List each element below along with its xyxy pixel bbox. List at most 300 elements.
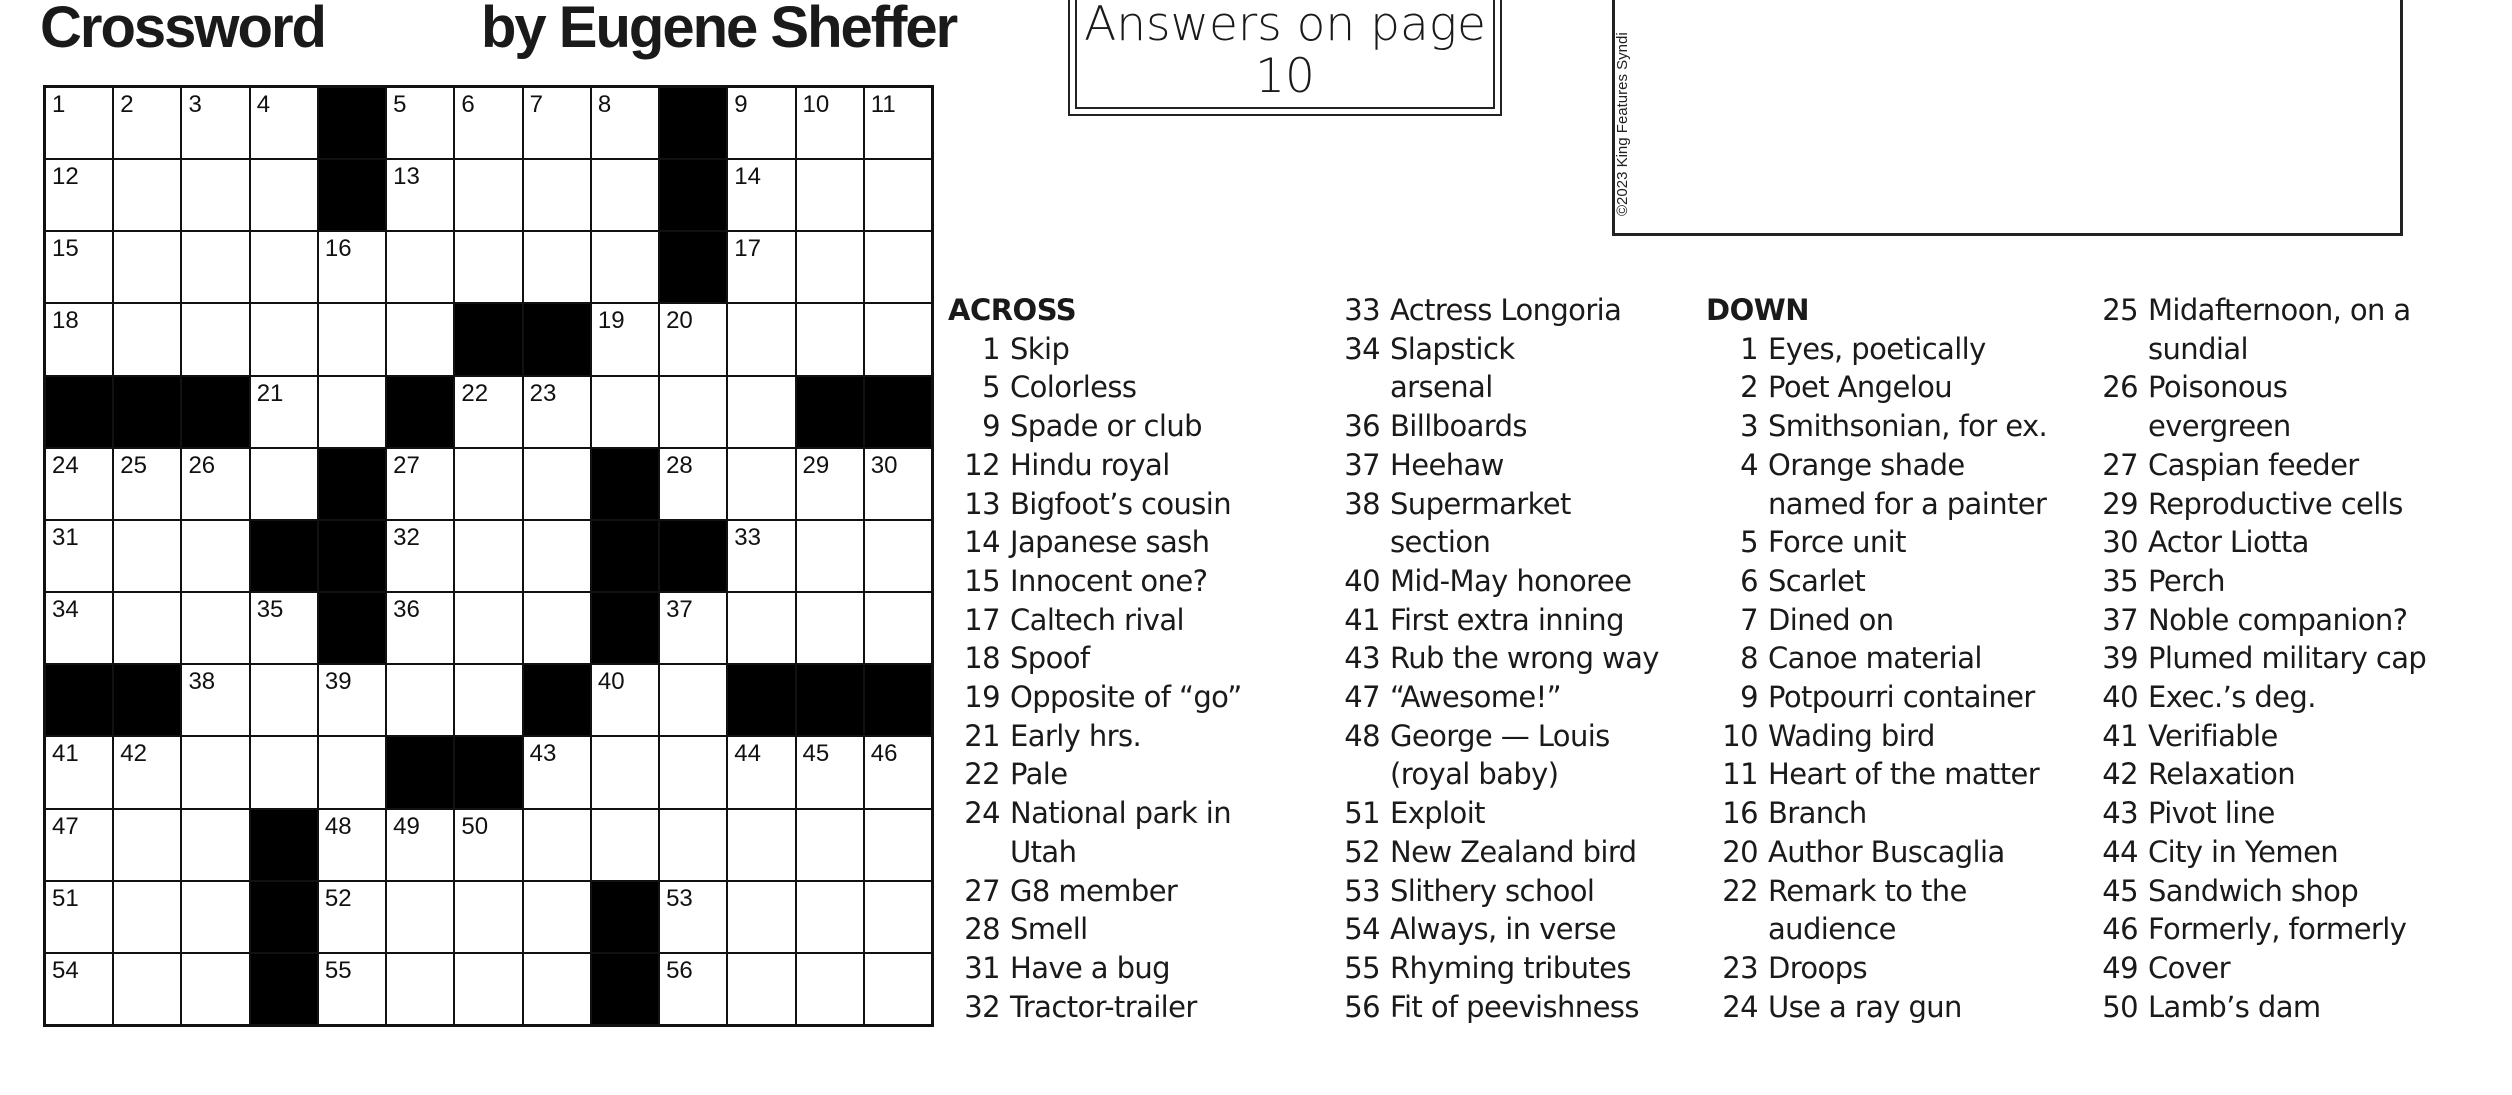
grid-cell-number: 20 — [666, 307, 693, 335]
clue-row — [2086, 717, 2506, 756]
clue-row — [948, 601, 1328, 640]
puzzle-title: Crossword — [40, 0, 325, 60]
grid-cell[interactable] — [728, 88, 794, 158]
grid-cell[interactable] — [455, 160, 521, 230]
clue-row — [948, 872, 1328, 911]
grid-cell[interactable] — [46, 521, 112, 591]
grid-cell[interactable] — [114, 449, 180, 519]
grid-cell[interactable] — [524, 160, 590, 230]
grid-cell-number: 1 — [52, 91, 66, 118]
grid-cell[interactable] — [46, 304, 112, 374]
grid-cell[interactable] — [114, 737, 180, 807]
grid-cell[interactable] — [728, 521, 794, 591]
grid-cell[interactable] — [319, 665, 385, 735]
grid-block — [251, 521, 317, 591]
grid-cell-number: 4 — [256, 91, 271, 118]
grid-cell[interactable] — [319, 304, 385, 374]
grid-cell[interactable] — [114, 810, 180, 880]
clue-number — [1706, 910, 1758, 949]
clue-text: Midafternoon, on a — [2148, 293, 2411, 327]
grid-cell[interactable] — [251, 232, 317, 302]
grid-cell[interactable] — [524, 810, 590, 880]
clue-row — [2086, 639, 2506, 678]
grid-cell[interactable] — [660, 954, 726, 1024]
grid-cell[interactable] — [46, 449, 112, 519]
clue-text: Utah — [1010, 834, 1077, 869]
grid-cell[interactable] — [387, 88, 453, 158]
clue-number: 35 — [2102, 563, 2138, 598]
grid-block — [46, 377, 112, 447]
grid-cell[interactable] — [455, 449, 521, 519]
grid-cell[interactable] — [182, 737, 248, 807]
clue-row — [1328, 678, 1708, 717]
grid-block — [660, 160, 726, 230]
clue-row — [948, 446, 1328, 485]
grid-block — [251, 954, 317, 1024]
clue-text: Exec.’s deg. — [2148, 680, 2316, 715]
clue-text: Lamb’s dam — [2148, 989, 2321, 1024]
clue-number: 6 — [1740, 563, 1758, 598]
grid-cell[interactable] — [660, 449, 726, 519]
clue-row — [2086, 678, 2506, 717]
grid-cell[interactable] — [865, 449, 931, 519]
grid-cell[interactable] — [387, 160, 453, 230]
grid-cell-number: 17 — [734, 235, 761, 263]
grid-cell[interactable] — [592, 737, 658, 807]
clue-number: 42 — [2102, 757, 2138, 792]
clue-number: 14 — [964, 525, 1000, 560]
grid-cell[interactable] — [114, 593, 180, 663]
grid-cell-number: 34 — [52, 596, 79, 624]
grid-cell[interactable] — [797, 954, 863, 1024]
clue-text: audience — [1768, 912, 1896, 947]
grid-cell-number: 52 — [324, 884, 352, 912]
clue-number: 36 — [1344, 409, 1380, 444]
grid-cell[interactable] — [797, 810, 863, 880]
clue-text: Perch — [2148, 563, 2225, 598]
grid-cell[interactable] — [455, 810, 521, 880]
clue-row — [1706, 446, 2086, 485]
grid-cell[interactable] — [728, 810, 794, 880]
grid-cell-number: 29 — [802, 451, 830, 479]
grid-cell[interactable] — [387, 954, 453, 1024]
grid-cell[interactable] — [387, 665, 453, 735]
ad-box — [1612, 0, 2403, 236]
grid-cell[interactable] — [319, 737, 385, 807]
clue-row — [2086, 330, 2506, 369]
clue-row — [1706, 678, 2086, 717]
clue-text: Caltech rival — [1010, 602, 1185, 637]
grid-cell[interactable] — [592, 377, 658, 447]
grid-cell[interactable] — [728, 882, 794, 952]
clue-text: Spoof — [1010, 641, 1090, 676]
grid-cell[interactable] — [455, 232, 521, 302]
clue-text: Scarlet — [1768, 563, 1866, 598]
puzzle-byline: by Eugene Sheffer — [481, 0, 957, 60]
clue-text: Pale — [1010, 757, 1068, 792]
grid-block — [728, 665, 794, 735]
clue-number: 8 — [1740, 641, 1758, 676]
clue-number: 15 — [964, 563, 1000, 598]
clue-number: 18 — [964, 641, 1000, 676]
grid-cell-number: 21 — [256, 379, 284, 407]
grid-cell[interactable] — [660, 377, 726, 447]
across-clues-column-1 — [948, 291, 1328, 1026]
grid-cell[interactable] — [114, 521, 180, 591]
grid-cell-number: 41 — [52, 740, 79, 768]
grid-cell[interactable] — [728, 377, 794, 447]
grid-cell-number: 28 — [666, 451, 693, 479]
grid-cell[interactable] — [455, 88, 521, 158]
clue-row — [1328, 717, 1708, 756]
clue-row — [1328, 639, 1708, 678]
grid-cell[interactable] — [524, 737, 590, 807]
grid-block — [592, 593, 658, 663]
grid-cell-number: 35 — [256, 596, 284, 624]
clue-number: 10 — [1722, 718, 1758, 753]
grid-cell[interactable] — [524, 449, 590, 519]
grid-cell[interactable] — [182, 665, 248, 735]
clue-text: Hindu royal — [1010, 447, 1170, 482]
grid-block — [455, 304, 521, 374]
clue-number — [2086, 407, 2138, 446]
grid-block — [114, 377, 180, 447]
grid-cell[interactable] — [797, 882, 863, 952]
grid-cell[interactable] — [592, 88, 658, 158]
grid-cell[interactable] — [797, 521, 863, 591]
grid-cell-number: 6 — [461, 91, 475, 118]
answers-note-inner — [1075, 0, 1495, 109]
grid-cell[interactable] — [660, 593, 726, 663]
grid-cell[interactable] — [797, 88, 863, 158]
grid-cell[interactable] — [865, 954, 931, 1024]
grid-cell[interactable] — [182, 232, 248, 302]
grid-cell-number: 5 — [393, 91, 407, 118]
clue-text: Orange shade — [1768, 447, 1965, 482]
clue-text: Poisonous — [2148, 370, 2288, 405]
grid-cell-number: 47 — [52, 812, 79, 840]
grid-cell[interactable] — [182, 593, 248, 663]
grid-cell-number: 49 — [393, 812, 420, 840]
grid-cell[interactable] — [455, 593, 521, 663]
clue-number: 4 — [1740, 447, 1758, 482]
grid-cell[interactable] — [728, 304, 794, 374]
grid-cell[interactable] — [455, 377, 521, 447]
clue-text: Relaxation — [2148, 757, 2296, 792]
clue-row — [2086, 833, 2506, 872]
clue-number — [1706, 485, 1758, 524]
clue-text: sundial — [2148, 331, 2248, 366]
grid-cell[interactable] — [865, 593, 931, 663]
clue-number: 1 — [1740, 331, 1758, 366]
grid-cell[interactable] — [319, 882, 385, 952]
grid-cell[interactable] — [114, 882, 180, 952]
grid-cell[interactable] — [524, 377, 590, 447]
clue-text: Use a ray gun — [1768, 989, 1962, 1024]
clue-number: 3 — [1740, 409, 1758, 444]
clue-row — [1706, 407, 2086, 446]
clue-text: Mid-May honoree — [1390, 563, 1632, 598]
grid-cell[interactable] — [251, 449, 317, 519]
grid-cell[interactable] — [46, 160, 112, 230]
grid-block — [455, 737, 521, 807]
clue-number: 31 — [964, 950, 1000, 985]
grid-cell[interactable] — [182, 160, 248, 230]
grid-cell[interactable] — [387, 232, 453, 302]
grid-cell-number: 38 — [188, 668, 216, 696]
clue-text: Noble companion? — [2148, 602, 2408, 637]
grid-cell[interactable] — [728, 449, 794, 519]
grid-cell[interactable] — [797, 160, 863, 230]
grid-cell[interactable] — [455, 954, 521, 1024]
grid-cell-number: 32 — [393, 523, 420, 551]
clue-number: 37 — [2102, 602, 2138, 637]
grid-cell[interactable] — [865, 232, 931, 302]
grid-cell[interactable] — [251, 160, 317, 230]
grid-cell-number: 14 — [734, 163, 761, 191]
grid-cell-number: 36 — [393, 596, 420, 624]
clue-row — [1706, 330, 2086, 369]
grid-cell[interactable] — [797, 593, 863, 663]
grid-cell[interactable] — [46, 882, 112, 952]
clue-row — [1706, 562, 2086, 601]
clue-row — [948, 639, 1328, 678]
copyright-notice: ©2023 King Features Syndi — [1614, 32, 1631, 216]
grid-cell-number: 10 — [802, 91, 830, 118]
grid-cell-number: 54 — [52, 956, 79, 984]
grid-cell[interactable] — [797, 304, 863, 374]
grid-cell[interactable] — [865, 810, 931, 880]
clue-row — [948, 949, 1328, 988]
grid-cell[interactable] — [114, 304, 180, 374]
grid-cell[interactable] — [114, 954, 180, 1024]
grid-cell-number: 7 — [529, 91, 543, 118]
grid-cell[interactable] — [660, 304, 726, 374]
grid-cell[interactable] — [387, 810, 453, 880]
grid-cell[interactable] — [592, 304, 658, 374]
clue-row — [1328, 523, 1708, 562]
grid-cell[interactable] — [865, 160, 931, 230]
grid-cell[interactable] — [182, 954, 248, 1024]
grid-cell[interactable] — [524, 521, 590, 591]
clue-text: Supermarket — [1390, 486, 1571, 521]
grid-cell[interactable] — [728, 737, 794, 807]
grid-cell[interactable] — [524, 882, 590, 952]
grid-cell[interactable] — [455, 882, 521, 952]
clue-text: Spade or club — [1010, 409, 1202, 444]
grid-cell[interactable] — [865, 88, 931, 158]
clue-text: Pivot line — [2148, 796, 2275, 831]
clue-number: 24 — [1722, 989, 1758, 1024]
grid-cell[interactable] — [728, 954, 794, 1024]
clue-text: Eyes, poetically — [1768, 331, 1986, 366]
clue-number: 12 — [964, 447, 1000, 482]
grid-cell[interactable] — [182, 88, 248, 158]
grid-cell-number: 51 — [52, 884, 79, 912]
clue-number — [948, 833, 1000, 872]
clue-number: 49 — [2102, 950, 2138, 985]
grid-cell[interactable] — [182, 882, 248, 952]
grid-block — [524, 304, 590, 374]
grid-cell[interactable] — [660, 665, 726, 735]
grid-cell[interactable] — [387, 449, 453, 519]
grid-cell[interactable] — [387, 521, 453, 591]
clue-number: 11 — [1722, 757, 1758, 792]
clue-row — [1706, 794, 2086, 833]
grid-cell[interactable] — [319, 377, 385, 447]
grid-cell[interactable] — [319, 954, 385, 1024]
grid-cell[interactable] — [592, 232, 658, 302]
grid-cell[interactable] — [251, 593, 317, 663]
grid-cell[interactable] — [592, 160, 658, 230]
clue-text: “Awesome!” — [1390, 680, 1562, 715]
grid-cell[interactable] — [182, 304, 248, 374]
grid-cell-number: 46 — [870, 740, 898, 768]
grid-cell[interactable] — [46, 810, 112, 880]
grid-block — [114, 665, 180, 735]
grid-cell[interactable] — [797, 232, 863, 302]
grid-cell[interactable] — [728, 232, 794, 302]
clue-number: 2 — [1740, 370, 1758, 405]
grid-cell[interactable] — [660, 810, 726, 880]
grid-cell-number: 37 — [666, 596, 693, 624]
clue-text: Always, in verse — [1390, 912, 1617, 947]
grid-cell[interactable] — [387, 304, 453, 374]
clue-number: 44 — [2102, 834, 2138, 869]
grid-cell[interactable] — [251, 377, 317, 447]
clue-row — [948, 833, 1328, 872]
grid-cell[interactable] — [182, 521, 248, 591]
grid-cell[interactable] — [387, 882, 453, 952]
clue-row — [1706, 601, 2086, 640]
grid-cell[interactable] — [455, 665, 521, 735]
grid-cell[interactable] — [251, 88, 317, 158]
grid-cell-number: 15 — [52, 235, 79, 263]
grid-cell[interactable] — [592, 665, 658, 735]
grid-block — [319, 88, 385, 158]
clue-number: 30 — [2102, 525, 2138, 560]
grid-cell[interactable] — [797, 449, 863, 519]
grid-cell[interactable] — [46, 954, 112, 1024]
grid-cell[interactable] — [660, 882, 726, 952]
grid-cell[interactable] — [797, 737, 863, 807]
clue-text: Slapstick — [1390, 331, 1515, 366]
grid-block — [660, 88, 726, 158]
clue-row — [1706, 755, 2086, 794]
clue-number: 53 — [1344, 873, 1380, 908]
clue-row — [948, 910, 1328, 949]
clue-number: 39 — [2102, 641, 2138, 676]
clue-number: 16 — [1722, 796, 1758, 831]
down-heading: DOWN — [1706, 293, 1809, 327]
grid-cell[interactable] — [251, 304, 317, 374]
grid-cell[interactable] — [865, 304, 931, 374]
clue-text: Japanese sash — [1010, 525, 1210, 560]
grid-cell[interactable] — [728, 160, 794, 230]
clue-row — [948, 794, 1328, 833]
grid-block — [797, 665, 863, 735]
grid-block — [319, 160, 385, 230]
clue-row — [1328, 988, 1708, 1027]
grid-cell-number: 48 — [324, 812, 352, 840]
clue-text: Exploit — [1390, 796, 1485, 831]
grid-cell-number: 39 — [324, 668, 352, 696]
grid-cell[interactable] — [319, 810, 385, 880]
clue-number: 5 — [982, 370, 1000, 405]
grid-cell[interactable] — [46, 88, 112, 158]
grid-cell[interactable] — [865, 737, 931, 807]
clue-number: 55 — [1344, 950, 1380, 985]
grid-cell[interactable] — [865, 521, 931, 591]
clue-row — [1328, 368, 1708, 407]
clue-row — [1328, 291, 1708, 330]
grid-cell[interactable] — [114, 232, 180, 302]
clue-text: Remark to the — [1768, 873, 1967, 908]
clue-text: Cover — [2148, 950, 2230, 985]
clue-number: 22 — [964, 757, 1000, 792]
clue-number: 41 — [2102, 718, 2138, 753]
grid-cell[interactable] — [182, 449, 248, 519]
grid-cell[interactable] — [114, 88, 180, 158]
across-clues-column-2 — [1328, 291, 1708, 1026]
clue-row — [2086, 562, 2506, 601]
grid-block — [660, 521, 726, 591]
grid-cell[interactable] — [46, 737, 112, 807]
grid-cell[interactable] — [524, 232, 590, 302]
clue-text: Innocent one? — [1010, 563, 1208, 598]
clue-text: Early hrs. — [1010, 718, 1142, 753]
clue-row — [2086, 755, 2506, 794]
grid-cell[interactable] — [114, 160, 180, 230]
grid-block — [865, 665, 931, 735]
answers-note-line2: 10 — [1255, 49, 1315, 104]
clue-number: 43 — [2102, 796, 2138, 831]
clue-text: Droops — [1768, 950, 1868, 985]
grid-cell[interactable] — [251, 665, 317, 735]
grid-cell-number: 42 — [120, 740, 147, 768]
grid-cell-number: 25 — [120, 451, 147, 479]
grid-cell[interactable] — [865, 882, 931, 952]
grid-cell-number: 43 — [529, 740, 557, 768]
clue-row — [1328, 755, 1708, 794]
clue-row — [948, 330, 1328, 369]
grid-cell[interactable] — [46, 232, 112, 302]
grid-cell-number: 3 — [188, 91, 202, 118]
grid-cell[interactable] — [387, 593, 453, 663]
clue-row — [1328, 949, 1708, 988]
grid-cell[interactable] — [182, 810, 248, 880]
clue-text: Actress Longoria — [1390, 293, 1622, 327]
clue-row — [1706, 639, 2086, 678]
clue-row — [1328, 485, 1708, 524]
grid-block — [592, 882, 658, 952]
grid-cell[interactable] — [524, 88, 590, 158]
grid-cell[interactable] — [524, 954, 590, 1024]
clue-number: 50 — [2102, 989, 2138, 1024]
grid-cell[interactable] — [728, 593, 794, 663]
grid-cell[interactable] — [251, 737, 317, 807]
clue-row — [948, 368, 1328, 407]
grid-cell[interactable] — [592, 810, 658, 880]
grid-cell[interactable] — [524, 593, 590, 663]
clue-row — [948, 523, 1328, 562]
grid-cell[interactable] — [660, 737, 726, 807]
grid-cell[interactable] — [46, 593, 112, 663]
grid-cell[interactable] — [455, 521, 521, 591]
clue-row — [948, 407, 1328, 446]
clue-row — [2086, 910, 2506, 949]
grid-cell[interactable] — [319, 232, 385, 302]
